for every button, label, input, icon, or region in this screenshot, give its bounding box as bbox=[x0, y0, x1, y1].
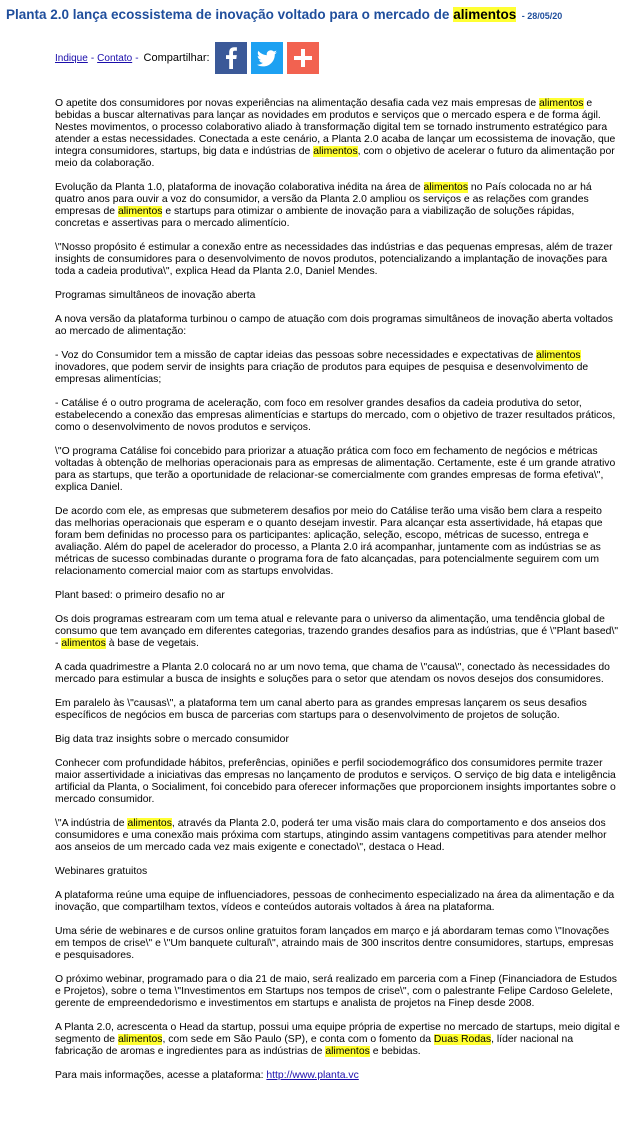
article-paragraph bbox=[55, 350, 620, 386]
paragraph-text: no País colocada no ar há quatro anos para ouvir a voz do consumidor, a versão da Planta 2.0 ampliou os serviços e as relações com grandes empresas de bbox=[55, 182, 592, 217]
article-headline bbox=[6, 6, 632, 25]
plus-icon[interactable] bbox=[287, 42, 319, 74]
paragraph-text: Webinares gratuitos bbox=[55, 866, 148, 877]
article-paragraph bbox=[55, 1070, 620, 1082]
article-date: - 28/05/20 bbox=[519, 11, 563, 21]
highlighted-keyword: alimentos bbox=[325, 1046, 370, 1057]
separator: - bbox=[90, 52, 95, 64]
paragraph-text: \"A indústria de bbox=[55, 818, 128, 829]
article-paragraph bbox=[55, 182, 620, 230]
paragraph-text: , através da Planta 2.0, poderá ter uma visão mais clara do comportamento e dos anseios dos consumidores e uma conexão mais próxima com startups, atingindo assim vantagens competitivas para atender melhor aos anseios de um mercado cada vez mais exigente e conectado\", destaca o Head. bbox=[55, 818, 607, 853]
paragraph-text: Evolução da Planta 1.0, plataforma de inovação colaborativa inédita na área de bbox=[55, 182, 424, 193]
facebook-icon[interactable] bbox=[215, 42, 247, 74]
article-paragraph bbox=[55, 698, 620, 722]
paragraph-text: De acordo com ele, as empresas que submeterem desafios por meio do Catálise terão uma visão bem clara a respeito das melhorias operacionais que esperam e o quanto desejam investir. Para alcançar esta assertividade, há etapas que foram bem definidas no processo para os participantes: aplicação, seleção, escopo, métricas de sucesso, entrega e avaliação. Além do papel de acelerador do processo, a Planta 2.0 irá acompanhar, juntamente com as indústrias se as métricas de sucesso combinadas durante o programa fora de fato alcançadas, para potencialmente seguirem com um relacionamento comercial maior com as startups envolvidas. bbox=[55, 506, 603, 577]
highlighted-keyword: alimentos bbox=[117, 1034, 163, 1045]
article-paragraph bbox=[55, 314, 620, 338]
highlighted-keyword: alimentos bbox=[61, 638, 106, 649]
article-paragraph bbox=[55, 590, 620, 602]
highlighted-keyword: Duas Rodas bbox=[433, 1034, 492, 1045]
highlighted-keyword: alimentos bbox=[313, 146, 358, 157]
highlighted-keyword: alimentos bbox=[423, 182, 469, 193]
planta-link[interactable]: http://www.planta.vc bbox=[266, 1070, 359, 1081]
article-paragraph bbox=[55, 758, 620, 806]
paragraph-text: inovadores, que podem servir de insights para criação de produtos para equipes de pesquisa e desenvolvimento de empresas alimentícias; bbox=[55, 362, 589, 385]
paragraph-text: - Voz do Consumidor tem a missão de captar ideias das pessoas sobre necessidades e expectativas de bbox=[55, 350, 537, 361]
paragraph-text: Os dois programas estrearam com um tema atual e relevante para o universo da alimentação, uma tendência global de consumo que tem avançado em diferentes categorias, trazendo grandes desafios para as indústrias, que é \"Plant based\" - bbox=[55, 614, 619, 649]
share-toolbar bbox=[55, 40, 323, 76]
paragraph-text: - Catálise é o outro programa de aceleração, com foco em resolver grandes desafios da cadeia produtiva do setor, estabelecendo a conexão das empresas alimentícias e startups do mercado, com o objetivo de trazer resultados práticos, como o desenvolvimento de novos produtos e serviços. bbox=[55, 398, 616, 433]
article-paragraph bbox=[55, 242, 620, 278]
article-paragraph bbox=[55, 290, 620, 302]
article-paragraph bbox=[55, 614, 620, 650]
article-paragraph bbox=[55, 446, 620, 494]
separator: - bbox=[135, 52, 139, 64]
headline-text: Planta 2.0 lança ecossistema de inovação voltado para o mercado de bbox=[6, 7, 454, 22]
paragraph-text: \"Nosso propósito é estimular a conexão entre as necessidades das indústrias e das pequenas empresas, além de trazer insights de consumidores para o desenvolvimento de novos produtos, potencializando a implantação de inovações para toda a cadeia produtiva\", explica Head da Planta 2.0, Daniel Mendes. bbox=[55, 242, 613, 277]
article-paragraph bbox=[55, 1022, 620, 1058]
article-paragraph bbox=[55, 926, 620, 962]
paragraph-text: e startups para otimizar o ambiente de inovação para a viabilização de soluções rápidas, concretas e assertivas para o mercado alimentício. bbox=[55, 206, 575, 229]
paragraph-text: Conhecer com profundidade hábitos, preferências, opiniões e perfil sociodemográfico dos consumidores permite trazer maior assertividade a iniciativas das empresas no lançamento de produtos e serviços. O serviço de big data e inteligência artificial da Planta, o Socialiment, foi concebido para oferecer informações que proporcionem insights importantes sobre o mercado consumidor. bbox=[55, 758, 616, 805]
paragraph-text: e bebidas a buscar alternativas para lançar as novidades em produtos e serviços que o mercado espera e de forma ágil. Nestes movimentos, o processo colaborativo aliado à transformação digital tem se tornado instrumento estratégico para atender a estas necessidades. Conectada a este cenário, a Planta 2.0 acaba de lançar um ecossistema de inovação, que integra consumidores, startups, big data e indústrias de bbox=[55, 98, 616, 157]
article-paragraph bbox=[55, 974, 620, 1010]
paragraph-text: A cada quadrimestre a Planta 2.0 colocará no ar um novo tema, que chama de \"causa\", conectado às necessidades do mercado para estimular a busca de insights e soluções para o setor que atendam os novos desejos dos consumidores. bbox=[55, 662, 610, 685]
paragraph-text: Programas simultâneos de inovação aberta bbox=[55, 290, 256, 301]
article-paragraph bbox=[55, 98, 620, 170]
twitter-icon[interactable] bbox=[251, 42, 283, 74]
paragraph-text: , com o objetivo de acelerar o futuro da alimentação por meio da colaboração. bbox=[55, 146, 615, 169]
headline-highlight: alimentos bbox=[453, 7, 517, 22]
highlighted-keyword: alimentos bbox=[127, 818, 172, 829]
indique-link[interactable]: Indique bbox=[55, 52, 88, 64]
paragraph-text: A nova versão da plataforma turbinou o campo de atuação com dois programas simultâneos de inovação aberta voltados ao mercado de alimentação: bbox=[55, 314, 613, 337]
share-label: Compartilhar: bbox=[143, 52, 210, 64]
article-paragraph bbox=[55, 866, 620, 878]
paragraph-text: A plataforma reúne uma equipe de influenciadores, pessoas de conhecimento especializado na área da alimentação e da inovação, que compartilham textos, vídeos e conteúdos autorais voltados à área na plataforma. bbox=[55, 890, 615, 913]
paragraph-text: O apetite dos consumidores por novas experiências na alimentação desafia cada vez mais empresas de bbox=[55, 98, 540, 109]
article-paragraph bbox=[55, 890, 620, 914]
article-body bbox=[55, 98, 620, 1094]
contato-link[interactable]: Contato bbox=[97, 52, 133, 64]
paragraph-text: Para mais informações, acesse a plataforma: bbox=[55, 1070, 267, 1081]
paragraph-text: Big data traz insights sobre o mercado consumidor bbox=[55, 734, 289, 745]
paragraph-text: à base de vegetais. bbox=[105, 638, 199, 649]
highlighted-keyword: alimentos bbox=[539, 98, 584, 109]
article-paragraph bbox=[55, 398, 620, 434]
article-paragraph bbox=[55, 818, 620, 854]
paragraph-text: , com sede em São Paulo (SP), e conta com o fomento da bbox=[162, 1034, 434, 1045]
paragraph-text: , líder nacional na fabricação de aromas e ingredientes para as indústrias de bbox=[55, 1034, 574, 1057]
highlighted-keyword: alimentos bbox=[117, 206, 163, 217]
paragraph-text: Uma série de webinares e de cursos online gratuitos foram lançados em março e já abordaram temas como \"Inovações em tempos de crise\" e \"Um banquete cultural\", atraindo mais de 300 inscritos dentre consumidores, startups, empresas e pesquisadores. bbox=[55, 926, 614, 961]
article-paragraph bbox=[55, 734, 620, 746]
paragraph-text: Em paralelo às \"causas\", a plataforma tem um canal aberto para as grandes empresas lançarem os seus desafios específicos de negócios em busca de parcerias com startups para o desenvolvimento de projetos de solução. bbox=[55, 698, 587, 721]
paragraph-text: \"O programa Catálise foi concebido para priorizar a atuação prática com foco em fechamento de negócios e métricas voltadas à obtenção de melhorias operacionais para as empresas de alimentação. Certamente, este é um grande atrativo para as startups, que terão a oportunidade de relacionar-se comercialmente com grandes empresas de forma efetiva\", explica Daniel. bbox=[55, 446, 616, 493]
paragraph-text: O próximo webinar, programado para o dia 21 de maio, será realizado em parceria com a Finep (Financiadora de Estudos e Projetos), sobre o tema \"Investimentos em Startups nos tempos de crise\", com o palestrante Felipe Cardoso Gelelete, gerente de empreendedorismo e investimentos em startups e analista de projetos na Finep desde 2008. bbox=[55, 974, 617, 1009]
highlighted-keyword: alimentos bbox=[536, 350, 581, 361]
article-paragraph bbox=[55, 506, 620, 578]
paragraph-text: A Planta 2.0, acrescenta o Head da startup, possui uma equipe própria de expertise no mercado de startups, meio digital e segmento de bbox=[55, 1022, 620, 1045]
paragraph-text: Plant based: o primeiro desafio no ar bbox=[55, 590, 225, 601]
paragraph-text: e bebidas. bbox=[369, 1046, 421, 1057]
article-paragraph bbox=[55, 662, 620, 686]
